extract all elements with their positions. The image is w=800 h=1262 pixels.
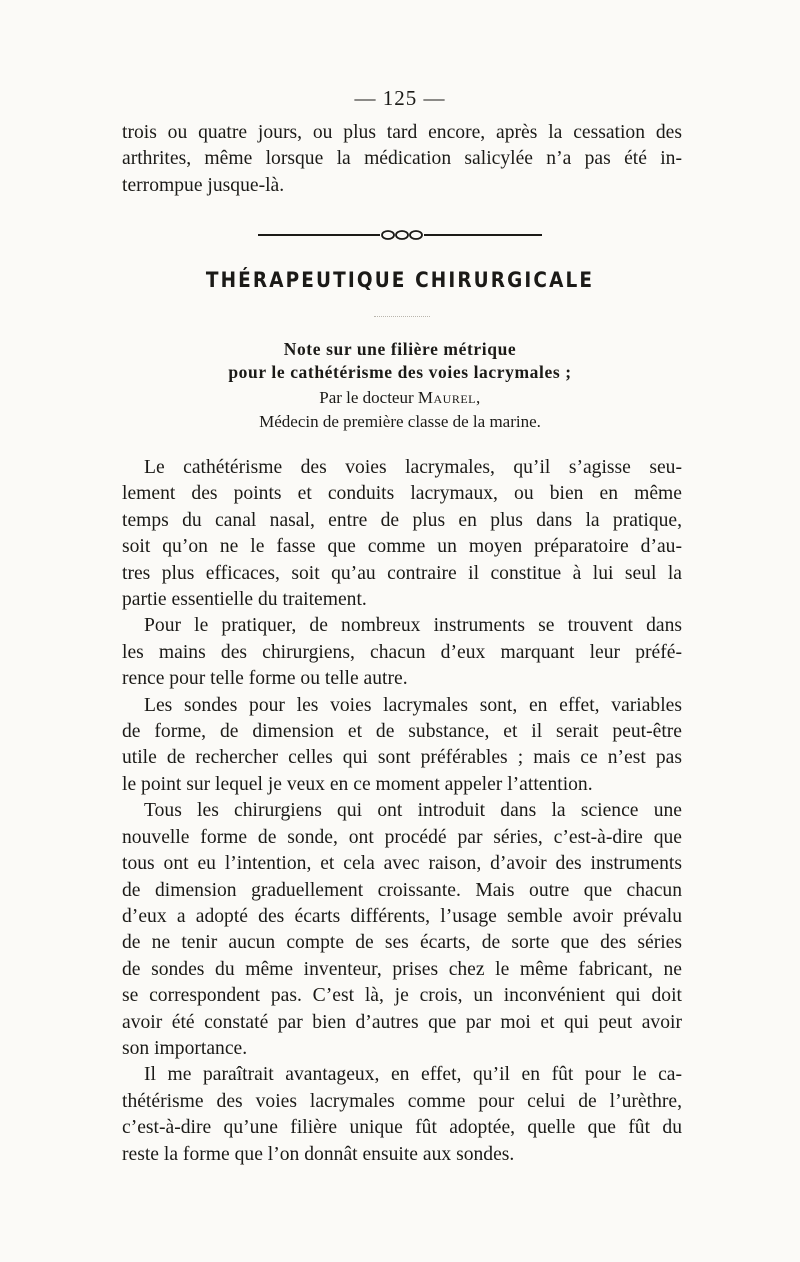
text-line: arthrites, même lorsque la médication salicylée n’a pas été in- bbox=[122, 148, 682, 170]
text-line: trois ou quatre jours, ou plus tard encore, après la cessation des bbox=[122, 122, 682, 143]
text-line: les mains des chirurgiens, chacun d’eux marquant leur préfé- bbox=[122, 641, 682, 663]
text-line: thétérisme des voies lacrymales comme pour celui de l’urèthre, bbox=[122, 1090, 682, 1112]
body-paragraph bbox=[122, 455, 682, 613]
text-line: reste la forme que l’on donnât ensuite aux sondes. bbox=[122, 1143, 515, 1165]
body-paragraph bbox=[122, 798, 682, 1062]
text-line: se correspondent pas. C’est là, je crois, un inconvénient qui doit bbox=[122, 985, 682, 1007]
text-line: lement des points et conduits lacrymaux, ou bien en même bbox=[122, 483, 682, 505]
text-line: de sondes du même inventeur, prises chez le même fabricant, ne bbox=[122, 958, 682, 980]
intro-paragraph bbox=[122, 120, 682, 199]
rule-right-line bbox=[424, 234, 542, 236]
text-line: Il me paraîtrait avantageux, en effet, qu’il en fût pour le ca- bbox=[144, 1064, 682, 1086]
section-title: THÉRAPEUTIQUE CHIRURGICALE bbox=[205, 268, 595, 292]
text-line: de ne tenir aucun compte de ses écarts, de sorte que des séries bbox=[122, 932, 682, 954]
article-body bbox=[122, 455, 682, 1168]
dotted-separator bbox=[374, 308, 430, 317]
text-line: tous ont eu l’intention, et cela avec raison, d’avoir des instruments bbox=[122, 853, 682, 875]
text-line: de dimension graduellement croissante. Mais outre que chacun bbox=[122, 879, 682, 901]
text-line: son importance. bbox=[122, 1037, 248, 1059]
author-name: Maurel, bbox=[417, 388, 481, 407]
text-line: partie essentielle du traitement. bbox=[122, 589, 367, 611]
text-line: terrompue jusque-là. bbox=[122, 174, 285, 196]
text-line: Les sondes pour les voies lacrymales sont, en effet, variables bbox=[144, 694, 682, 716]
text-line: nouvelle forme de sonde, ont procédé par séries, c’est-à-dire que bbox=[122, 826, 682, 848]
author-affiliation: Médecin de première classe de la marine. bbox=[259, 412, 541, 431]
byline-prefix: Par le docteur bbox=[319, 388, 414, 407]
article-title-line-1: Note sur une filière métrique bbox=[283, 339, 517, 359]
ornamental-rule bbox=[0, 228, 800, 242]
text-line: le point sur lequel je veux en ce moment appeler l’attention. bbox=[122, 773, 593, 795]
text-line: Tous les chirurgiens qui ont introduit dans la science une bbox=[144, 800, 682, 822]
body-paragraph bbox=[122, 1062, 682, 1168]
rule-ornament-icon bbox=[380, 229, 424, 241]
text-line: tres plus efficaces, soit qu’au contraire il constitue à lui seul la bbox=[122, 562, 682, 584]
text-line: rence pour telle forme ou telle autre. bbox=[122, 668, 408, 690]
text-line: d’eux a adopté des écarts différents, l’usage semble avoir prévalu bbox=[122, 905, 682, 927]
text-line: utile de rechercher celles qui sont préférables ; mais ce n’est pas bbox=[122, 747, 682, 769]
byline-author-line bbox=[0, 386, 800, 410]
text-line: c’est-à-dire qu’une filière unique fût adoptée, quelle que fût du bbox=[122, 1117, 682, 1139]
body-paragraph bbox=[122, 613, 682, 692]
text-line: soit qu’on ne le fasse que comme un moyen préparatoire d’au- bbox=[122, 536, 682, 558]
article-title-line-2: pour le cathétérisme des voies lacrymales ; bbox=[228, 362, 572, 382]
byline bbox=[0, 386, 800, 434]
intro-text bbox=[122, 120, 682, 199]
text-line: de forme, de dimension et de substance, et il serait peut-être bbox=[122, 721, 682, 743]
body-paragraph bbox=[122, 693, 682, 799]
text-line: Le cathétérisme des voies lacrymales, qu’il s’agisse seu- bbox=[144, 457, 682, 478]
text-line: avoir été constaté par bien d’autres que par moi et qui peut avoir bbox=[122, 1011, 682, 1033]
text-line: temps du canal nasal, entre de plus en plus dans la pratique, bbox=[122, 509, 682, 531]
rule-left-line bbox=[258, 234, 380, 236]
page-number: — 125 — bbox=[354, 86, 446, 110]
article-title bbox=[0, 338, 800, 384]
text-line: Pour le pratiquer, de nombreux instruments se trouvent dans bbox=[144, 615, 682, 637]
